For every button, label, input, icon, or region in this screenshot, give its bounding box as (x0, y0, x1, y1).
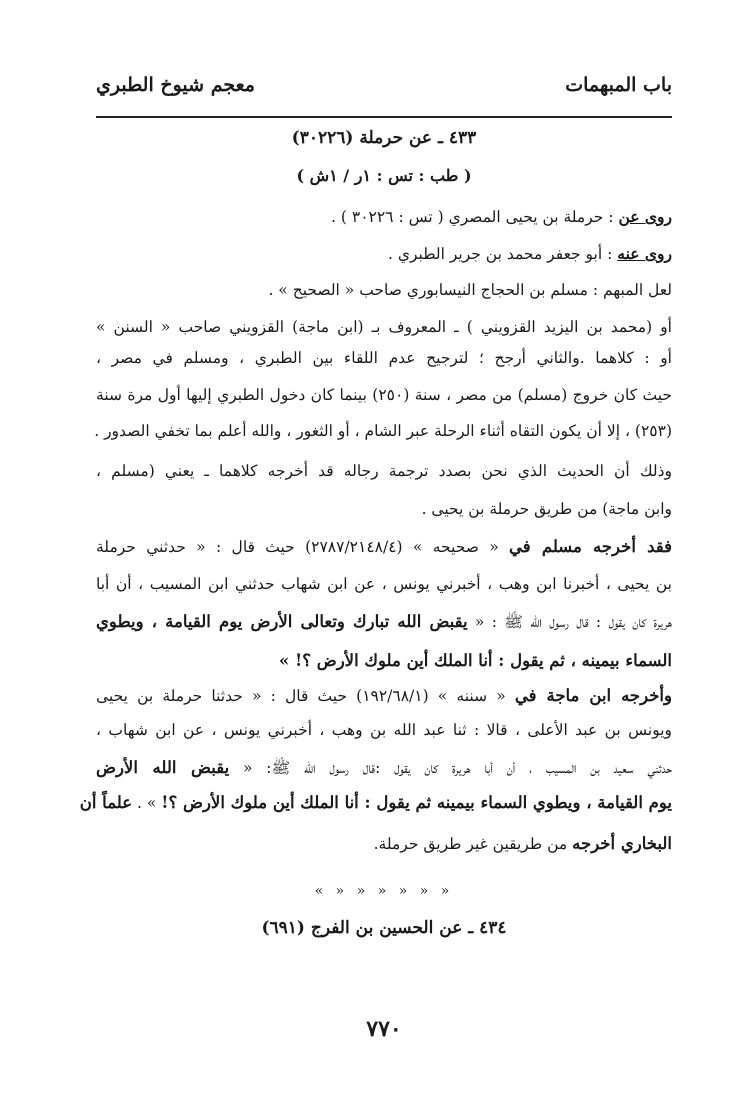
body-text: : أبو جعفر محمد بن جرير الطبري . (387, 245, 618, 263)
body-line (96, 686, 672, 705)
bold-text: علماً أن (79, 793, 133, 812)
body-line (96, 462, 672, 480)
next-entry-title: ٤٣٤ ـ عن الحسين بن الفرج (٦٩١) (261, 918, 507, 938)
body-text: من طريقين غير طريق حرملة. (373, 835, 573, 853)
body-text: هريرة كان يقول : قال رسول الله ﷺ : « (467, 613, 672, 631)
body-line (96, 834, 672, 853)
body-line (96, 758, 672, 781)
body-line (79, 793, 672, 812)
body-text: وابن ماجة) من طريق حرملة بن يحيى . (421, 500, 672, 518)
body-line (96, 575, 672, 593)
body-text: أو (محمد بن اليزيد القزويني ) ـ المعروف بـ (ابن ماجة) القزويني صاحب « السنن » (96, 318, 672, 336)
page-number: ٧٧٠ (366, 1016, 402, 1042)
body-text: : حرملة بن يحيى المصري ( تس : ٣٠٢٢٦ ) . (331, 208, 619, 226)
bold-text: فقد أخرجه مسلم في (509, 537, 672, 556)
field-label: روى عن (618, 207, 672, 226)
body-line (96, 349, 672, 367)
book-title: معجم شيوخ الطبري (96, 74, 255, 96)
header-rule (96, 116, 672, 118)
body-line (96, 612, 672, 635)
bold-text: البخاري أخرجه (572, 834, 672, 853)
body-text: (٢٥٣) ، إلا أن يكون التقاه أثناء الرحلة عبر الشام ، أو الثغور ، والله أعلم بما تخفي الصدور . (94, 422, 672, 440)
body-line (96, 537, 672, 556)
body-text: ويونس بن عبد الأعلى ، قالا : ثنا عبد الله بن وهب ، أخبرني يونس ، عن ابن شهاب ، (96, 721, 672, 739)
body-line (96, 422, 672, 440)
body-text: وذلك أن الحديث الذي نحن بصدد ترجمة رجاله قد أخرجه كلاهما ـ يعني (مسلم ، (96, 462, 672, 480)
body-line (96, 721, 672, 739)
body-line (96, 651, 672, 670)
separator-dots: « « « « « « » (314, 883, 454, 899)
body-text: أو : كلاهما .والثاني أرجح ؛ لترجيح عدم اللقاء بين الطبري ، ومسلم في مصر ، (96, 349, 672, 367)
bold-text: وأخرجه ابن ماجة في (514, 686, 672, 705)
body-line (96, 500, 672, 518)
body-text: حدثني سعيد بن المسيب ، أن أبا هريرة كان يقول :قال رسول الله ﷺ: « (229, 759, 673, 777)
bold-text: يوم القيامة ، ويطوي السماء بيمينه ثم يقول : أنا الملك أين ملوك الأرض ؟! (161, 793, 672, 812)
body-text: « سننه » (١٩٢/٦٨/١) حيث قال : « حدثنا حرملة بن يحيى (96, 687, 515, 705)
body-text: بن يحيى ، أخبرنا ابن وهب ، أخبرني يونس ، عن ابن شهاب حدثني ابن المسيب ، أن أبا (96, 575, 672, 593)
body-line (96, 207, 672, 226)
body-line (96, 244, 672, 263)
bold-text: السماء بيمينه ، ثم يقول : أنا الملك أين ملوك الأرض ؟! » (278, 651, 672, 670)
entry-code: ( طب : تس : ١ر / ١ش ) (296, 166, 472, 185)
bold-text: يقبض الله الأرض (96, 758, 230, 777)
chapter-title: باب المبهمات (565, 74, 672, 96)
body-text: « صحيحه » (٢٧٨٧/٢١٤٨/٤) حيث قال : « حدثني حرملة (96, 538, 510, 556)
entry-title: ٤٣٣ ـ عن حرملة (٣٠٢٢٦) (291, 128, 477, 148)
body-text: » . (132, 794, 162, 812)
bold-text: يقبض الله تبارك وتعالى الأرض يوم القيامة ، ويطوي (96, 612, 468, 631)
field-label: روى عنه (617, 244, 672, 263)
running-header (96, 70, 672, 110)
body-line (96, 318, 672, 336)
body-line (96, 281, 672, 299)
body-text: لعل المبهم : مسلم بن الحجاج النيسابوري صاحب « الصحيح » . (268, 281, 672, 299)
body-text: حيث كان خروج (مسلم) من مصر ، سنة (٢٥٠) بينما كان دخول الطبري إليها أول مرة سنة (96, 386, 672, 404)
body-line (96, 386, 672, 404)
